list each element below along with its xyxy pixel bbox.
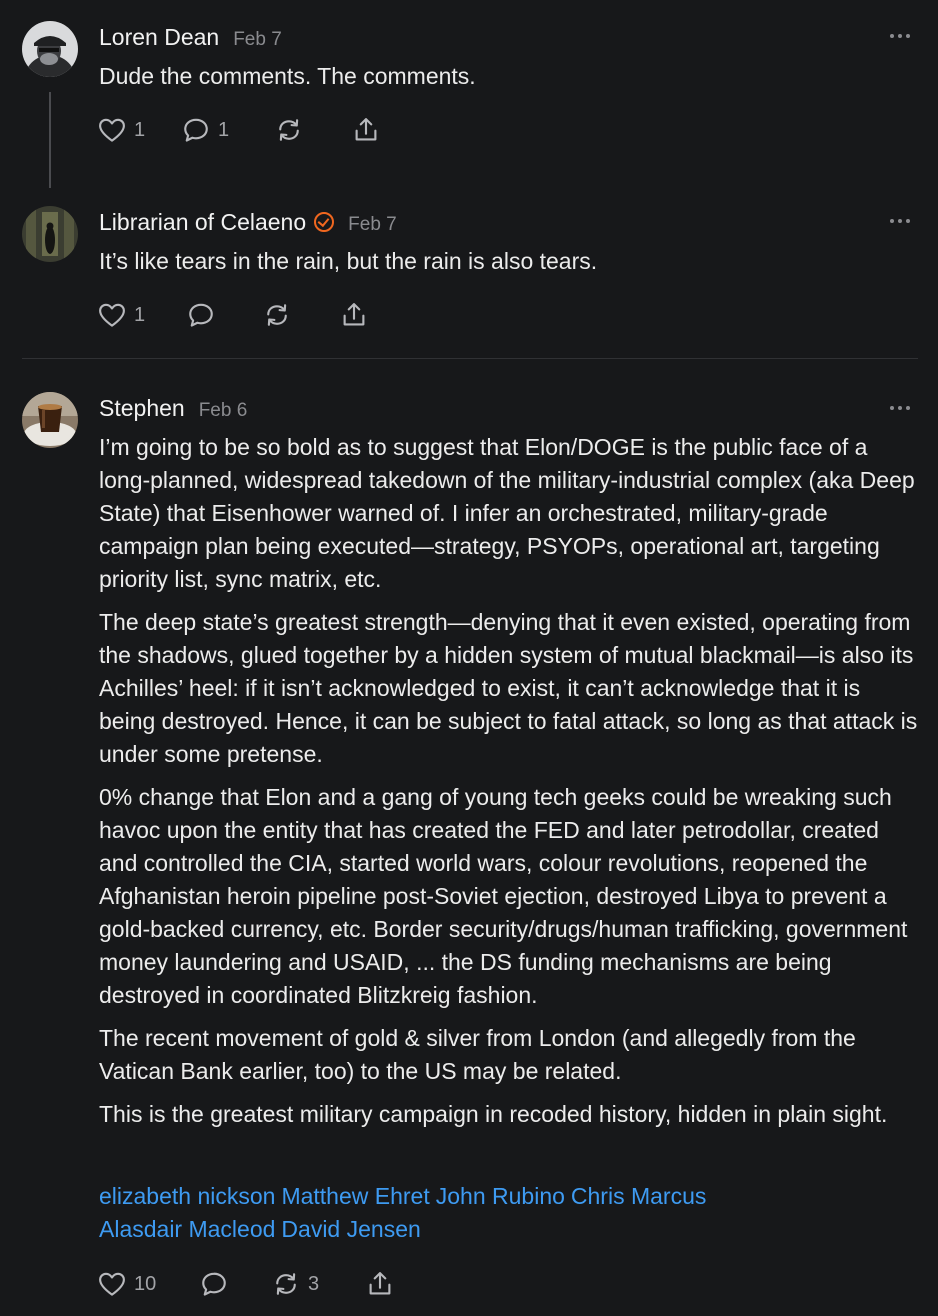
comment-date: Feb 7 bbox=[348, 214, 397, 235]
like-count: 1 bbox=[134, 303, 146, 326]
comment-date: Feb 7 bbox=[233, 29, 282, 50]
restack-button[interactable] bbox=[271, 1268, 319, 1300]
comment-body bbox=[99, 431, 919, 1141]
comment-body bbox=[99, 245, 919, 288]
mention-link[interactable]: Chris Marcus bbox=[570, 1183, 707, 1209]
restack-count: 3 bbox=[308, 1272, 320, 1295]
restack-icon bbox=[274, 115, 304, 145]
mention-link[interactable]: elizabeth nickson bbox=[99, 1183, 276, 1209]
author-name[interactable]: Librarian of Celaeno bbox=[99, 209, 307, 235]
comment-body bbox=[99, 60, 919, 103]
like-button[interactable] bbox=[97, 114, 145, 146]
restack-button[interactable] bbox=[262, 299, 292, 331]
share-icon bbox=[365, 1269, 395, 1299]
divider bbox=[22, 358, 918, 359]
restack-button[interactable] bbox=[274, 114, 304, 146]
comment-paragraph: Dude the comments. The comments. bbox=[99, 63, 476, 89]
share-button[interactable] bbox=[351, 114, 381, 146]
comment bbox=[0, 190, 938, 360]
heart-icon bbox=[97, 1269, 127, 1299]
heart-icon bbox=[97, 300, 127, 330]
reply-button[interactable] bbox=[199, 1268, 229, 1300]
comment-actions bbox=[97, 114, 397, 146]
verified-badge-icon bbox=[314, 212, 334, 232]
author-name[interactable]: Loren Dean bbox=[99, 24, 220, 50]
heart-icon bbox=[97, 115, 127, 145]
mention-list bbox=[99, 1180, 919, 1246]
reply-button[interactable] bbox=[186, 299, 216, 331]
comment-paragraph: It’s like tears in the rain, but the rain is also tears. bbox=[99, 248, 598, 274]
like-button[interactable] bbox=[97, 1268, 156, 1300]
share-icon bbox=[339, 300, 369, 330]
mention-link[interactable]: David Jensen bbox=[281, 1216, 421, 1242]
like-count: 1 bbox=[134, 118, 146, 141]
share-icon bbox=[351, 115, 381, 145]
comment-actions bbox=[97, 299, 397, 331]
thread-line bbox=[49, 92, 51, 188]
share-button[interactable] bbox=[339, 299, 369, 331]
comment-paragraph: The deep state’s greatest strength—denying that it even existed, operating from the shadows, glued together by a hidden system of mutual blackmail—is also its Achilles’ heel: if it isn’t acknowledged to exist, it can’t acknowledge that it is being destroyed. Hence, it can be subject to fatal attack, so long as that attack is under some pretense. bbox=[99, 609, 918, 767]
speech-bubble-icon bbox=[199, 1269, 229, 1299]
mention-link[interactable]: Alasdair Macleod bbox=[99, 1216, 276, 1242]
speech-bubble-icon bbox=[181, 115, 211, 145]
comment-paragraph: 0% change that Elon and a gang of young tech geeks could be wreaking such havoc upon the entity that has created the FED and later petrodollar, created and controlled the CIA, started world wars, colour revolutions, reopened the Afghanistan heroin pipeline post-Soviet ejection, destroyed Libya to prevent a gold-backed currency, etc. Border security/drugs/human trafficking, government money laundering and USAID, ... the DS funding mechanisms are being destroyed in coordinated Blitzkreig fashion. bbox=[99, 784, 908, 1008]
ellipsis-icon[interactable] bbox=[890, 403, 914, 413]
share-button[interactable] bbox=[365, 1268, 395, 1300]
reply-count: 1 bbox=[218, 118, 230, 141]
like-button[interactable] bbox=[97, 299, 145, 331]
mention-link[interactable]: John Rubino bbox=[435, 1183, 565, 1209]
author-name[interactable]: Stephen bbox=[99, 395, 185, 421]
comment-paragraph: I’m going to be so bold as to suggest that Elon/DOGE is the public face of a long-planned, widespread takedown of the military-industrial complex (aka Deep State) that Eisenhower warned of. I infer an orchestrated, military-grade campaign plan being executed—strategy, PSYOPs, operational art, targeting priority list, sync matrix, etc. bbox=[99, 434, 915, 592]
comment-date: Feb 6 bbox=[198, 400, 248, 421]
ellipsis-icon[interactable] bbox=[890, 31, 914, 41]
like-count: 10 bbox=[134, 1272, 157, 1295]
ellipsis-icon[interactable] bbox=[890, 216, 914, 226]
restack-icon bbox=[262, 300, 292, 330]
mention-link[interactable]: Matthew Ehret bbox=[281, 1183, 430, 1209]
comment-paragraph: The recent movement of gold & silver from London (and allegedly from the Vatican Bank earlier, too) to the US may be related. bbox=[99, 1025, 856, 1084]
comment-actions bbox=[97, 1268, 417, 1300]
speech-bubble-icon bbox=[186, 300, 216, 330]
avatar[interactable] bbox=[22, 392, 78, 448]
avatar[interactable] bbox=[22, 206, 78, 262]
avatar[interactable] bbox=[22, 21, 78, 77]
reply-button[interactable] bbox=[181, 114, 229, 146]
restack-icon bbox=[271, 1269, 301, 1299]
comment-paragraph: This is the greatest military campaign in recoded history, hidden in plain sight. bbox=[99, 1101, 888, 1127]
comment bbox=[0, 0, 938, 200]
comment bbox=[0, 378, 938, 1316]
